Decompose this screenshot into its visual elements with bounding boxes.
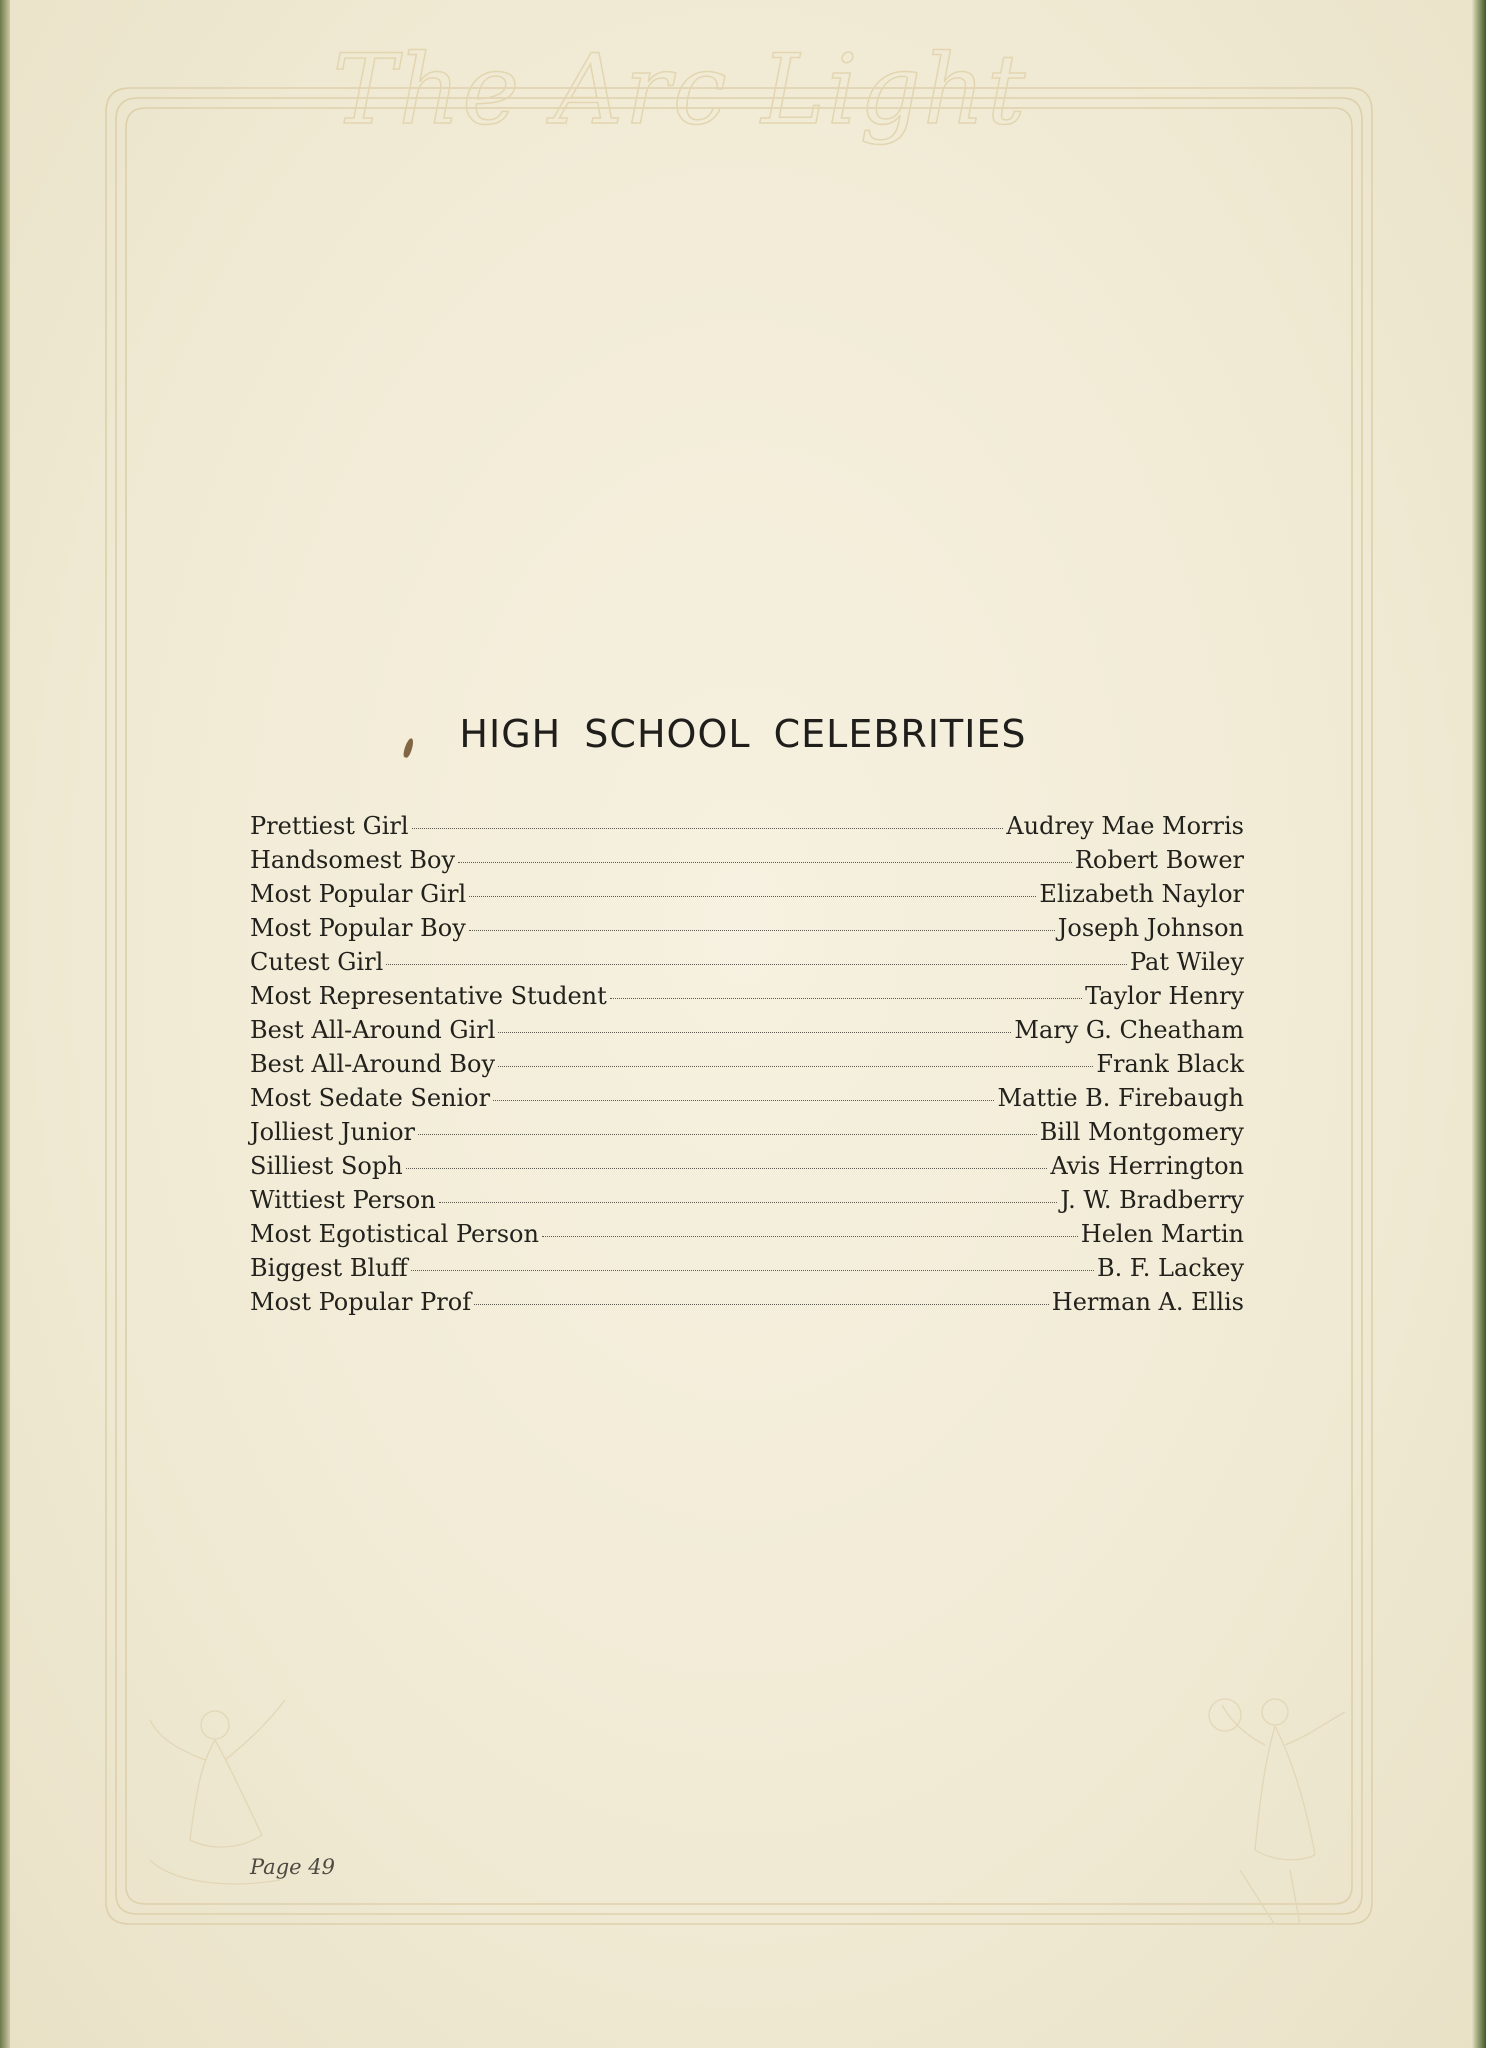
list-item [250, 1186, 1244, 1220]
winner-name: B. F. Lackey [1096, 1254, 1244, 1282]
dot-leader [469, 930, 1055, 931]
category-label: Most Popular Prof [250, 1288, 472, 1316]
category-label: Most Egotistical Person [250, 1220, 539, 1248]
list-item [250, 914, 1244, 948]
list-item [250, 1118, 1244, 1152]
celebrity-list [250, 812, 1244, 1322]
category-label: Cutest Girl [250, 948, 384, 976]
list-item [250, 1084, 1244, 1118]
corner-figure-right [1209, 1699, 1345, 1925]
winner-name: Frank Black [1096, 1050, 1244, 1078]
dot-leader [610, 998, 1082, 999]
page-number: Page 49 [250, 1855, 335, 1879]
winner-name: Bill Montgomery [1039, 1118, 1244, 1146]
list-item [250, 880, 1244, 914]
category-label: Best All-Around Boy [250, 1050, 496, 1078]
winner-name: Taylor Henry [1085, 982, 1244, 1010]
category-label: Biggest Bluff [250, 1254, 408, 1282]
dot-leader [498, 1066, 1093, 1067]
list-item [250, 948, 1244, 982]
winner-name: Mattie B. Firebaugh [997, 1084, 1244, 1112]
list-item [250, 812, 1244, 846]
dot-leader [474, 1304, 1049, 1305]
category-label: Most Sedate Senior [250, 1084, 491, 1112]
list-item [250, 1288, 1244, 1322]
category-label: Handsomest Boy [250, 846, 456, 874]
winner-name: Mary G. Cheatham [1014, 1016, 1244, 1044]
list-item [250, 846, 1244, 880]
dot-leader [493, 1100, 994, 1101]
category-label: Jolliest Junior [250, 1118, 416, 1146]
category-label: Wittiest Person [250, 1186, 436, 1214]
dot-leader [406, 1168, 1048, 1169]
list-item [250, 1016, 1244, 1050]
category-label: Silliest Soph [250, 1152, 403, 1180]
page-title: HIGH SCHOOL CELEBRITIES [459, 712, 1027, 756]
list-item [250, 1220, 1244, 1254]
category-label: Most Popular Girl [250, 880, 467, 908]
publication-watermark: The Arc Light [332, 34, 1028, 146]
list-item [250, 982, 1244, 1016]
dot-leader [498, 1032, 1011, 1033]
category-label: Most Popular Boy [250, 914, 466, 942]
dot-leader [411, 1270, 1094, 1271]
winner-name: Pat Wiley [1129, 948, 1244, 976]
list-item [250, 1050, 1244, 1084]
list-item [250, 1254, 1244, 1288]
winner-name: Elizabeth Naylor [1039, 880, 1244, 908]
dot-leader [386, 964, 1127, 965]
dot-leader [412, 828, 1004, 829]
winner-name: Joseph Johnson [1057, 914, 1244, 942]
dot-leader [458, 862, 1072, 863]
winner-name: Avis Herrington [1050, 1152, 1244, 1180]
dot-leader [439, 1202, 1058, 1203]
list-item [250, 1152, 1244, 1186]
category-label: Best All-Around Girl [250, 1016, 496, 1044]
winner-name: Helen Martin [1080, 1220, 1244, 1248]
winner-name: J. W. Bradberry [1060, 1186, 1244, 1214]
category-label: Most Representative Student [250, 982, 607, 1010]
dot-leader [542, 1236, 1078, 1237]
dot-leader [469, 896, 1036, 897]
dot-leader [418, 1134, 1037, 1135]
winner-name: Herman A. Ellis [1051, 1288, 1244, 1316]
category-label: Prettiest Girl [250, 812, 409, 840]
winner-name: Audrey Mae Morris [1006, 812, 1244, 840]
winner-name: Robert Bower [1074, 846, 1244, 874]
